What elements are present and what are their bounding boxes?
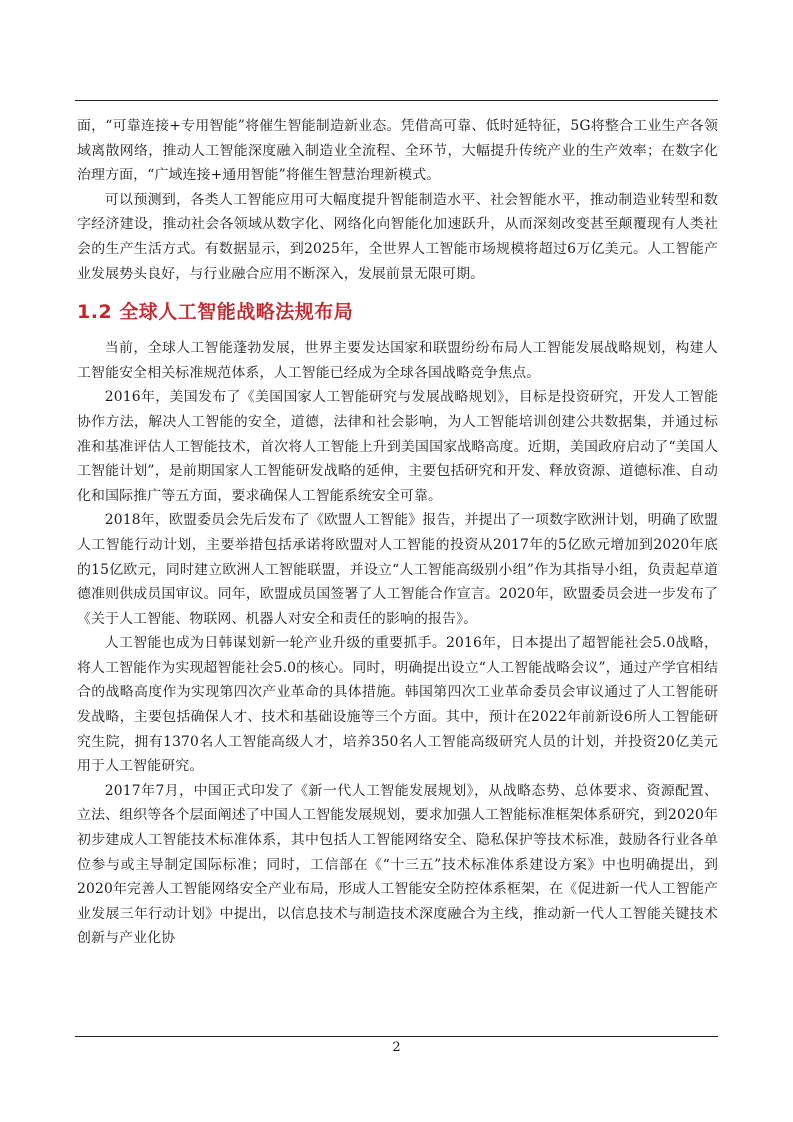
body-paragraph: 人工智能也成为日韩谋划新一轮产业升级的重要抓手。2016年，日本提出了超智能社会5.0战略，将人工智能作为实现超智能社会5.0的核心。同时，明确提出设立“人工智能战略会议”，通过产学官相结合的战略高度作为实现第四次产业革命的具体措施。韩国第四次工业革命委员会审议通过了人工智能研发战略，主要包括确保人才、技术和基础设施等三个方面。其中，预计在2022年前新设6所人工智能研究生院，拥有1370名人工智能高级人才，培养350名人工智能高级研究人员的计划，并投资20亿美元用于人工智能研究。 — [77, 635, 718, 775]
footer-rule — [75, 1036, 718, 1037]
body-paragraph: 当前，全球人工智能蓬勃发展，世界主要发达国家和联盟纷纷布局人工智能发展战略规划，构建人工智能安全相关标准规范体系，人工智能已经成为全球各国战略竞争焦点。 — [77, 340, 718, 381]
body-paragraph: 可以预测到，各类人工智能应用可大幅度提升智能制造水平、社会智能水平，推动制造业转型和数字经济建设，推动社会各领域从数字化、网络化向智能化加速跃升，从而深刻改变甚至颠覆现有人类社会的生产生活方式。有数据显示，到2025年，全世界人工智能市场规模将超过6万亿美元。人工智能产业发展势头良好，与行业融合应用不断深入，发展前景无限可期。 — [77, 191, 718, 282]
body-paragraph: 2017年7月，中国正式印发了《新一代人工智能发展规划》，从战略态势、总体要求、资源配置、立法、组织等各个层面阐述了中国人工智能发展规划，要求加强人工智能标准框架体系研究，到2020年初步建成人工智能技术标准体系，其中包括人工智能网络安全、隐私保护等技术标准，鼓励各行业各单位参与或主导制定国际标准；同时，工信部在《“十三五”技术标准体系建设方案》中也明确提出，到2020年完善人工智能网络安全产业布局，形成人工智能安全防控体系框架，在《促进新一代人工智能产业发展三年行动计划》中提出，以信息技术与制造技术深度融合为主线，推动新一代人工智能关键技术创新与产业化协 — [77, 782, 718, 947]
body-paragraph: 2018年，欧盟委员会先后发布了《欧盟人工智能》报告，并提出了一项数字欧洲计划，明确了欧盟人工智能行动计划，主要举措包括承诺将欧盟对人工智能的投资从2017年的5亿欧元增加到2020年底的15亿欧元，同时建立欧洲人工智能联盟，并设立“人工智能高级别小组”作为其指导小组，负责起草道德准则供成员国审议。同年，欧盟成员国签署了人工智能合作宣言。2020年，欧盟委员会进一步发布了《关于人工智能、物联网、机器人对安全和责任的影响的报告》。 — [77, 512, 718, 627]
page-number: 2 — [392, 1040, 401, 1055]
header-rule — [75, 100, 718, 101]
body-paragraph: 2016年，美国发布了《美国国家人工智能研究与发展战略规划》，目标是投资研究，开发人工智能协作方法，解决人工智能的安全，道德，法律和社会影响，为人工智能培训创建公共数据集，并通过标准和基准评估人工智能技术，首次将人工智能上升到美国国家战略高度。近期，美国政府启动了“美国人工智能计划”，是前期国家人工智能研发战略的延伸，主要包括研究和开发、释放资源、道德标准、自动化和国际推广等五方面，要求确保人工智能系统安全可靠。 — [77, 389, 718, 504]
section-heading: 1.2 全球人工智能战略法规布局 — [77, 301, 354, 324]
body-paragraph: 面，“可靠连接+专用智能”将催生智能制造新业态。凭借高可靠、低时延特征，5G将整合工业生产各领域离散网络，推动人工智能深度融入制造业全流程、全环节，大幅提升传统产业的生产效率；在数字化治理方面，“广域连接+通用智能”将催生智慧治理新模式。 — [77, 118, 718, 184]
document-body — [77, 114, 718, 951]
